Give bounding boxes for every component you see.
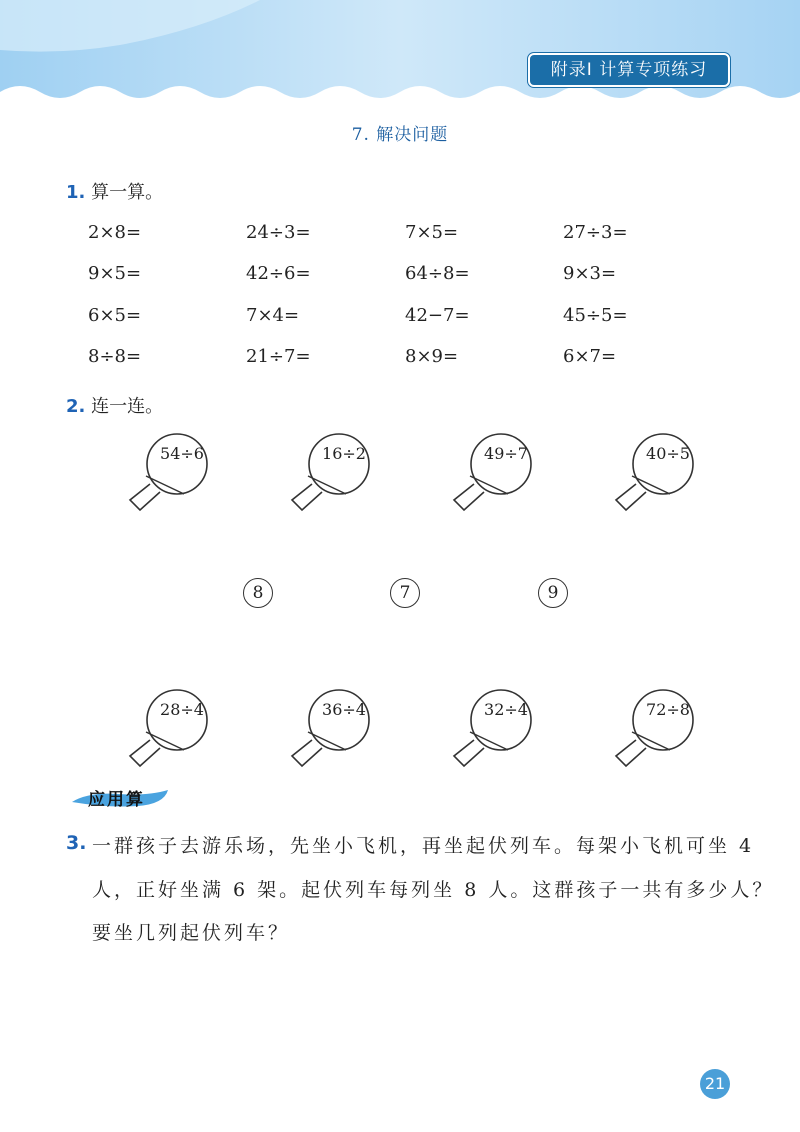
question-text: 连一连。: [91, 396, 164, 417]
paddle-card[interactable]: [598, 688, 698, 783]
paddle-card[interactable]: [112, 688, 212, 783]
question-1-label: [66, 178, 163, 204]
application-tag-label: 应用算: [88, 790, 145, 810]
paddle-card[interactable]: [598, 432, 698, 527]
question-text: 算一算。: [91, 182, 164, 203]
calc-item: 6×5=: [88, 305, 142, 326]
question-number: 2.: [66, 396, 86, 417]
application-tag: [68, 782, 170, 810]
calc-item: 6×7=: [563, 346, 617, 367]
calc-item: 8×9=: [405, 346, 459, 367]
calc-item: 9×3=: [563, 263, 617, 284]
question-2-label: [66, 392, 163, 418]
calc-item: 9×5=: [88, 263, 142, 284]
paddle-expression: 32÷4: [484, 700, 528, 719]
paddle-card[interactable]: [436, 688, 536, 783]
calc-item: 27÷3=: [563, 222, 628, 243]
paddle-expression: 54÷6: [160, 444, 204, 463]
answer-circle[interactable]: 7: [390, 578, 420, 608]
question-3-label: [66, 832, 86, 854]
problem-text-line: 一群孩子去游乐场，先坐小飞机，再坐起伏列车。每架小飞机可坐 4: [92, 835, 755, 857]
calc-item: 2×8=: [88, 222, 142, 243]
paddle-expression: 40÷5: [646, 444, 690, 463]
calc-item: 7×4=: [246, 305, 300, 326]
appendix-badge: 附录Ⅰ 计算专项练习: [528, 53, 730, 87]
paddle-expression: 16÷2: [322, 444, 366, 463]
paddle-card[interactable]: [112, 432, 212, 527]
calc-item: 24÷3=: [246, 222, 311, 243]
answer-circle[interactable]: 9: [538, 578, 568, 608]
paddle-card[interactable]: [274, 432, 374, 527]
paddle-expression: 36÷4: [322, 700, 366, 719]
answer-circle[interactable]: 8: [243, 578, 273, 608]
calc-item: 45÷5=: [563, 305, 628, 326]
calc-item: 42÷6=: [246, 263, 311, 284]
section-title: 7. 解决问题: [351, 125, 449, 145]
problem-text-line: 要坐几列起伏列车？: [92, 922, 291, 944]
paddle-expression: 28÷4: [160, 700, 204, 719]
question-number: 1.: [66, 182, 86, 203]
question-number: 3.: [66, 832, 87, 854]
problem-text-line: 人，正好坐满 6 架。起伏列车每列坐 8 人。这群孩子一共有多少人？: [92, 879, 775, 901]
calc-item: 8÷8=: [88, 346, 142, 367]
paddle-card[interactable]: [274, 688, 374, 783]
calc-item: 21÷7=: [246, 346, 311, 367]
calc-item: 42−7=: [405, 305, 470, 326]
calc-item: 64÷8=: [405, 263, 470, 284]
paddle-expression: 72÷8: [646, 700, 690, 719]
paddle-expression: 49÷7: [484, 444, 528, 463]
page-header: [0, 0, 800, 110]
paddle-card[interactable]: [436, 432, 536, 527]
page-number: 21: [700, 1069, 730, 1099]
calc-item: 7×5=: [405, 222, 459, 243]
